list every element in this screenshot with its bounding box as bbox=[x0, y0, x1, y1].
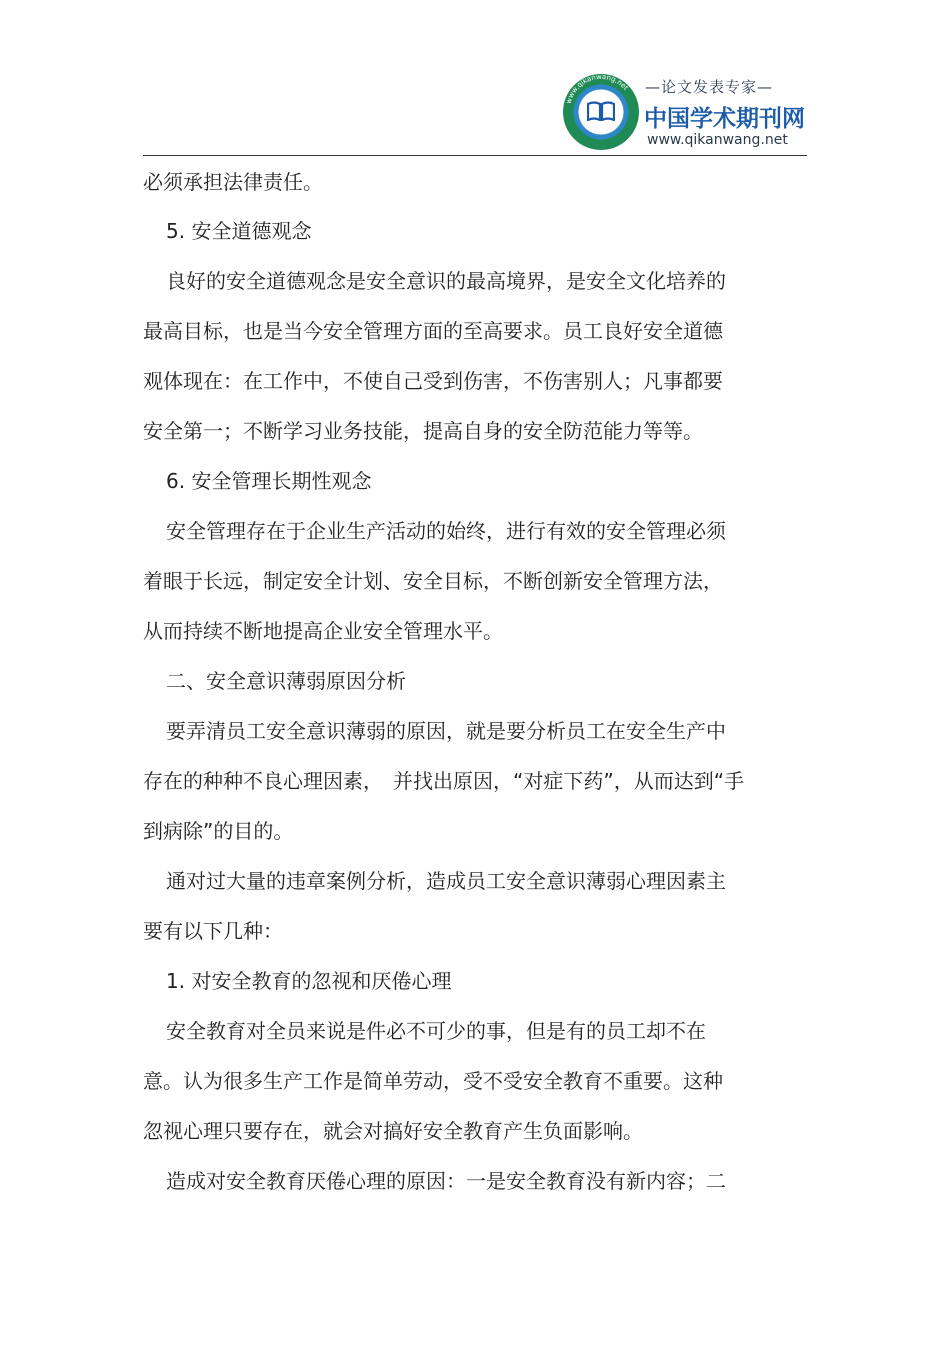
text-line: 着眼于长远，制定安全计划、安全目标，不断创新安全管理方法， bbox=[143, 569, 723, 593]
logo-ring-text bbox=[561, 70, 641, 150]
section-heading: 1. 对安全教育的忽视和厌倦心理 bbox=[166, 969, 452, 993]
section-heading: 6. 安全管理长期性观念 bbox=[166, 469, 372, 493]
text-line: 从而持续不断地提高企业安全管理水平。 bbox=[143, 619, 503, 643]
text-line: 到病除”的目的。 bbox=[143, 819, 294, 843]
text-line: 造成对安全教育厌倦心理的原因：一是安全教育没有新内容；二 bbox=[166, 1169, 726, 1193]
journal-logo bbox=[561, 70, 805, 154]
text-line: 最高目标，也是当今安全管理方面的至高要求。员工良好安全道德 bbox=[143, 319, 723, 343]
text-line: 安全管理存在于企业生产活动的始终，进行有效的安全管理必须 bbox=[166, 519, 726, 543]
text-line: 要弄清员工安全意识薄弱的原因，就是要分析员工在安全生产中 bbox=[166, 719, 726, 743]
text-line: 观体现在：在工作中，不使自己受到伤害，不伤害别人；凡事都要 bbox=[143, 369, 723, 393]
logo-url: www.qikanwang.net bbox=[647, 132, 788, 148]
header-divider bbox=[143, 155, 807, 156]
text-line: 忽视心理只要存在，就会对搞好安全教育产生负面影响。 bbox=[143, 1119, 643, 1143]
text-line: 意。认为很多生产工作是简单劳动，受不受安全教育不重要。这种 bbox=[143, 1069, 723, 1093]
logo-slogan: —论文发表专家— bbox=[645, 78, 774, 96]
text-line: 通对过大量的违章案例分析，造成员工安全意识薄弱心理因素主 bbox=[166, 869, 726, 893]
logo-name: 中国学术期刊网 bbox=[644, 106, 805, 132]
text-line: 必须承担法律责任。 bbox=[143, 170, 323, 194]
section-heading: 二、安全意识薄弱原因分析 bbox=[166, 669, 406, 693]
text-line: 安全第一；不断学习业务技能，提高自身的安全防范能力等等。 bbox=[143, 419, 703, 443]
text-line: 要有以下几种： bbox=[143, 919, 283, 943]
svg-text:www.qikanwang.net: www.qikanwang.net bbox=[564, 72, 630, 105]
text-line: 安全教育对全员来说是件必不可少的事，但是有的员工却不在 bbox=[166, 1019, 706, 1043]
text-line: 良好的安全道德观念是安全意识的最高境界，是安全文化培养的 bbox=[166, 269, 726, 293]
text-line: 存在的种种不良心理因素， 并找出原因，“对症下药”，从而达到“手 bbox=[143, 769, 745, 793]
section-heading: 5. 安全道德观念 bbox=[166, 219, 312, 243]
